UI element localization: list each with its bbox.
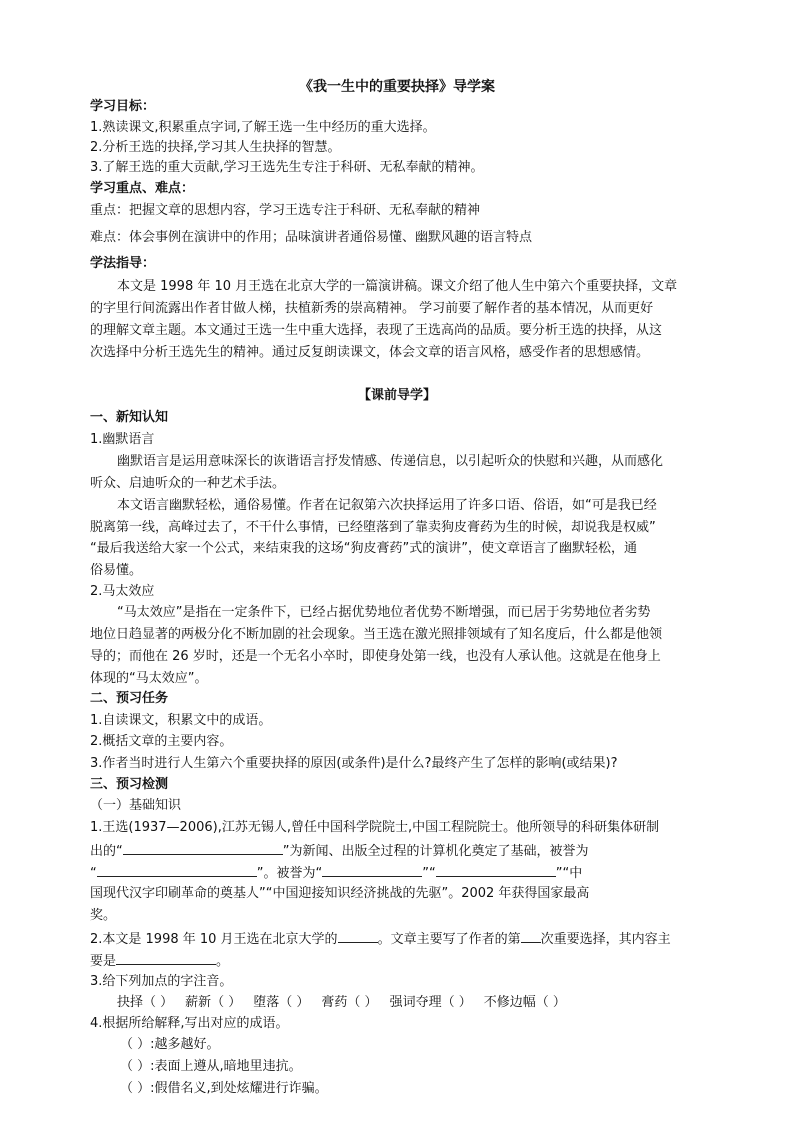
matthew-line: 地位日趋显著的两极分化不断加剧的社会现象。当王选在激光照排领域有了知名度后，什么都是他领 bbox=[90, 627, 663, 642]
q2-text: 2.本文是 1998 年 10 月王选在北京大学的 bbox=[90, 932, 338, 947]
matthew-line: 导的；而他在 26 岁时，还是一个无名小卒时，即使身处第一线，也没有人承认他。这就是在他身上 bbox=[90, 649, 661, 664]
fill-blank[interactable] bbox=[436, 863, 556, 877]
matthew-line: “马太效应”是指在一定条件下，已经占据优势地位者优势不断增强，而已居于劣势地位者劣势 bbox=[117, 605, 651, 620]
task-item: 3.作者当时进行人生第六个重要抉择的原因(或条件)是什么?最终产生了怎样的影响(或结果)? bbox=[90, 756, 618, 771]
method-heading: 学法指导： bbox=[90, 256, 156, 271]
goal-item: 3.了解王选的重大贡献,学习王选先生专注于科研、无私奉献的精神。 bbox=[90, 160, 484, 175]
part1-heading: 一、新知认知 bbox=[90, 410, 169, 425]
key-points-heading: 学习重点、难点： bbox=[90, 181, 195, 196]
focus-text: 重点：把握文章的思想内容，学习王选专注于科研、无私奉献的精神 bbox=[90, 203, 481, 218]
humor-line: 幽默语言是运用意味深长的诙谐语言抒发情感、传递信息，以引起听众的快慰和兴趣，从而感化 bbox=[117, 454, 664, 469]
q1-text: ”。被誉为“ bbox=[256, 866, 323, 881]
sub-title-matthew: 2.马太效应 bbox=[90, 584, 155, 599]
basic-knowledge-heading: （一）基础知识 bbox=[90, 798, 182, 813]
document-title: 《我一生中的重要抉择》导学案 bbox=[299, 79, 495, 95]
q2-line bbox=[90, 929, 671, 949]
task-item: 1.自读课文，积累文中的成语。 bbox=[90, 713, 272, 728]
humor-line: 听众、启迪听众的一种艺术手法。 bbox=[90, 476, 286, 491]
part2-heading: 二、预习任务 bbox=[90, 691, 169, 706]
idiom-item: （ ）:表面上遵从,暗地里违抗。 bbox=[120, 1059, 302, 1074]
fill-blank[interactable] bbox=[322, 863, 422, 877]
q1-text: ”为新闻、出版全过程的计算机化奠定了基础，被誉为 bbox=[282, 844, 589, 859]
method-line: 次选择中分析王选先生的精神。通过反复朗读课文，体会文章的语言风格，感受作者的思想感情。 bbox=[90, 345, 650, 360]
fill-blank[interactable] bbox=[521, 929, 541, 943]
q1-line: 国现代汉字印刷革命的奠基人”“中国迎接知识经济挑战的先驱”。2002 年获得国家最高 bbox=[90, 886, 590, 901]
q4-title: 4.根据所给解释,写出对应的成语。 bbox=[90, 1016, 289, 1031]
method-line: 本文是 1998 年 10 月王选在北京大学的一篇演讲稿。课文介绍了他人生中第六个重要抉择，文章 bbox=[117, 279, 678, 294]
q2-text: 。 bbox=[216, 954, 230, 969]
q1-line bbox=[90, 841, 589, 861]
q1-text: “ bbox=[90, 866, 97, 881]
pinyin-item: 抉择（ ） bbox=[117, 995, 174, 1010]
task-item: 2.概括文章的主要内容。 bbox=[90, 734, 233, 749]
q2-text: 要是 bbox=[90, 954, 117, 969]
q1-line: 奖。 bbox=[90, 908, 117, 923]
idiom-item: （ ）:假借名义,到处炫耀进行诈骗。 bbox=[120, 1081, 328, 1096]
part3-heading: 三、预习检测 bbox=[90, 777, 169, 792]
goal-item: 1.熟读课文,积累重点字词,了解王选一生中经历的重大选择。 bbox=[90, 120, 436, 135]
fill-blank[interactable] bbox=[97, 863, 257, 877]
q1-text: ”“ bbox=[422, 866, 436, 881]
q2-text: 。文章主要写了作者的第 bbox=[377, 932, 521, 947]
sub-title-humor: 1.幽默语言 bbox=[90, 432, 155, 447]
q1-line bbox=[90, 863, 582, 883]
fill-blank[interactable] bbox=[116, 951, 216, 965]
q2-text: 次重要选择，其内容主 bbox=[540, 932, 671, 947]
pinyin-item: 堕落（ ） bbox=[253, 995, 310, 1010]
idiom-item: （ ）:越多越好。 bbox=[120, 1037, 220, 1052]
method-line: 的理解文章主题。本文通过王选一生中重大选择，表现了王选高尚的品质。要分析王选的抉择，从这 bbox=[90, 323, 663, 338]
humor-line: “最后我送给大家一个公式，来结束我的这场“狗皮膏药”式的演讲”，使文章语言了幽默轻松，通 bbox=[90, 541, 637, 556]
fill-blank[interactable] bbox=[338, 929, 378, 943]
pinyin-item: 薪新（ ） bbox=[185, 995, 242, 1010]
humor-line: 本文语言幽默轻松，通俗易懂。作者在记叙第六次抉择运用了许多口语、俗语，如“可是我已经 bbox=[117, 498, 657, 513]
humor-line: 俗易懂。 bbox=[90, 563, 143, 578]
pinyin-item: 膏药（ ） bbox=[321, 995, 378, 1010]
humor-line: 脱离第一线，高峰过去了，不干什么事情，已经堕落到了靠卖狗皮膏药为生的时候，却说我是权威” bbox=[90, 520, 656, 535]
method-line: 的字里行间流露出作者甘做人梯，扶植新秀的崇高精神。 学习前要了解作者的基本情况，从而更好 bbox=[90, 301, 654, 316]
q3-title: 3.给下列加点的字注音。 bbox=[90, 974, 233, 989]
pinyin-item: 不修边幅（ ） bbox=[483, 995, 566, 1010]
matthew-line: 体现的“马太效应”。 bbox=[90, 671, 208, 686]
goals-heading: 学习目标： bbox=[90, 99, 156, 114]
q1-text: ”“中 bbox=[555, 866, 583, 881]
section-title: 【课前导学】 bbox=[357, 388, 436, 403]
fill-blank[interactable] bbox=[123, 841, 283, 855]
q1-line: 1.王选(1937—2006),江苏无锡人,曾任中国科学院院士,中国工程院院士。他所领导的科研集体研制 bbox=[90, 820, 660, 835]
q1-text: 出的“ bbox=[90, 844, 123, 859]
pinyin-item: 强词夺理（ ） bbox=[389, 995, 472, 1010]
pinyin-row bbox=[117, 994, 566, 1012]
q2-line bbox=[90, 951, 229, 971]
goal-item: 2.分析王选的抉择,学习其人生抉择的智慧。 bbox=[90, 140, 341, 155]
difficulty-text: 难点：体会事例在演讲中的作用；品味演讲者通俗易懂、幽默风趣的语言特点 bbox=[90, 230, 533, 245]
